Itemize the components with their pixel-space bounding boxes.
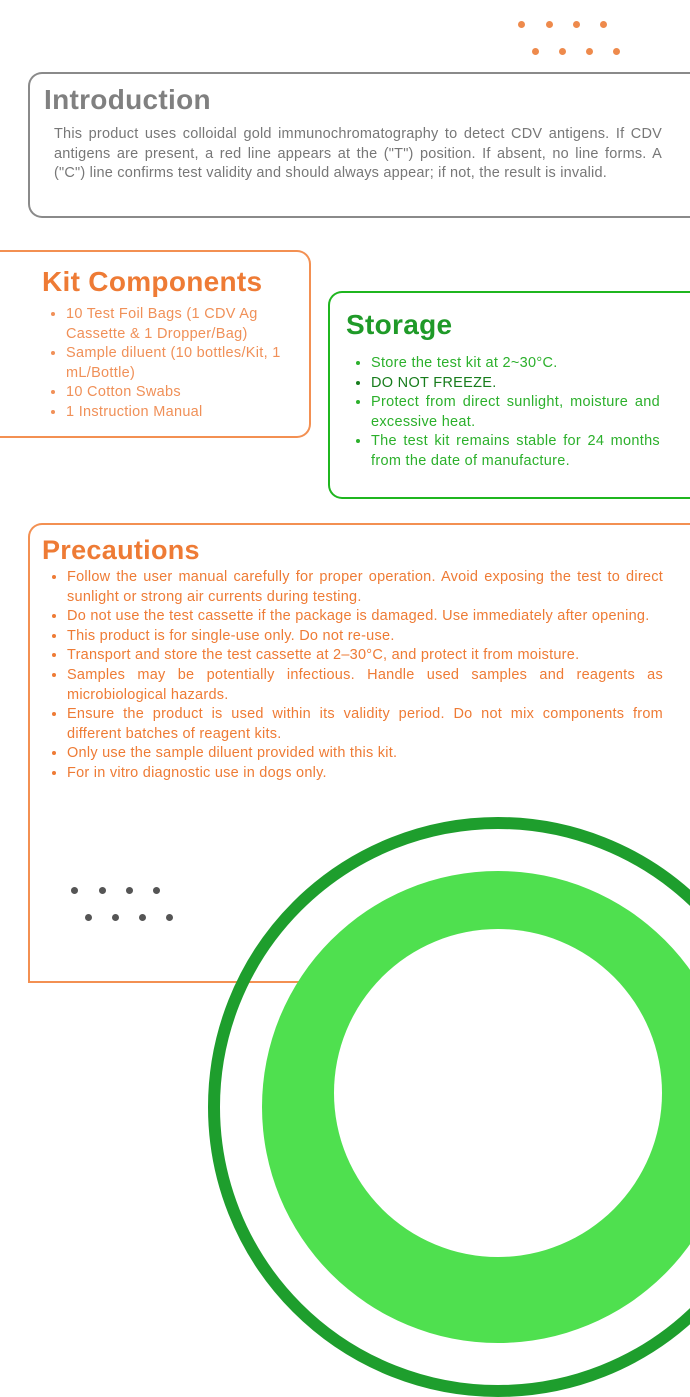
list-item: • Sample diluent (10 bottles/Kit, 1 mL/Bottle) [66,344,316,383]
decorative-arc-center [334,929,662,1257]
list-item: • DO NOT FREEZE. [371,374,660,394]
list-item: • 1 Instruction Manual [66,403,316,423]
storage-panel [328,291,690,499]
list-item: • Follow the user manual carefully for proper operation. Avoid exposing the test to direct sunlight or strong air currents during testing. [67,568,663,607]
introduction-text: This product uses colloidal gold immunochromatography to detect CDV antigens. If CDV antigens are present, a red line appears at the ("T") position. If absent, no line forms. A ("C") line confirms test validity and should always appear; if not, the result is invalid. [54,126,662,181]
list-item: • This product is for single-use only. Do not re-use. [67,627,663,647]
list-item: • Only use the sample diluent provided with this kit. [67,744,663,764]
list-item: • 10 Test Foil Bags (1 CDV Ag Cassette & 1 Dropper/Bag) [66,305,316,344]
list-item: • The test kit remains stable for 24 months from the date of manufacture. [371,432,660,471]
list-item: • Do not use the test cassette if the package is damaged. Use immediately after opening. [67,607,663,627]
list-item: • Protect from direct sunlight, moisture and excessive heat. [371,393,660,432]
precautions-title: Precautions [42,535,200,565]
list-item: • For in vitro diagnostic use in dogs only. [67,764,663,784]
storage-title: Storage [346,309,453,340]
kit-components-title: Kit Components [42,266,263,297]
list-item: • Transport and store the test cassette at 2–30°C, and protect it from moisture. [67,646,663,666]
precautions-list [48,568,663,784]
list-item: • 10 Cotton Swabs [66,383,316,403]
introduction-title: Introduction [44,84,211,115]
list-item: • Store the test kit at 2~30°C. [371,354,660,374]
kit-components-panel [0,250,311,438]
list-item: • Samples may be potentially infectious. Handle used samples and reagents as microbiological hazards. [67,666,663,705]
storage-list [352,354,660,472]
list-item: • Ensure the product is used within its validity period. Do not mix components from different batches of reagent kits. [67,705,663,744]
introduction-panel [28,72,690,218]
kit-components-list [47,305,316,423]
